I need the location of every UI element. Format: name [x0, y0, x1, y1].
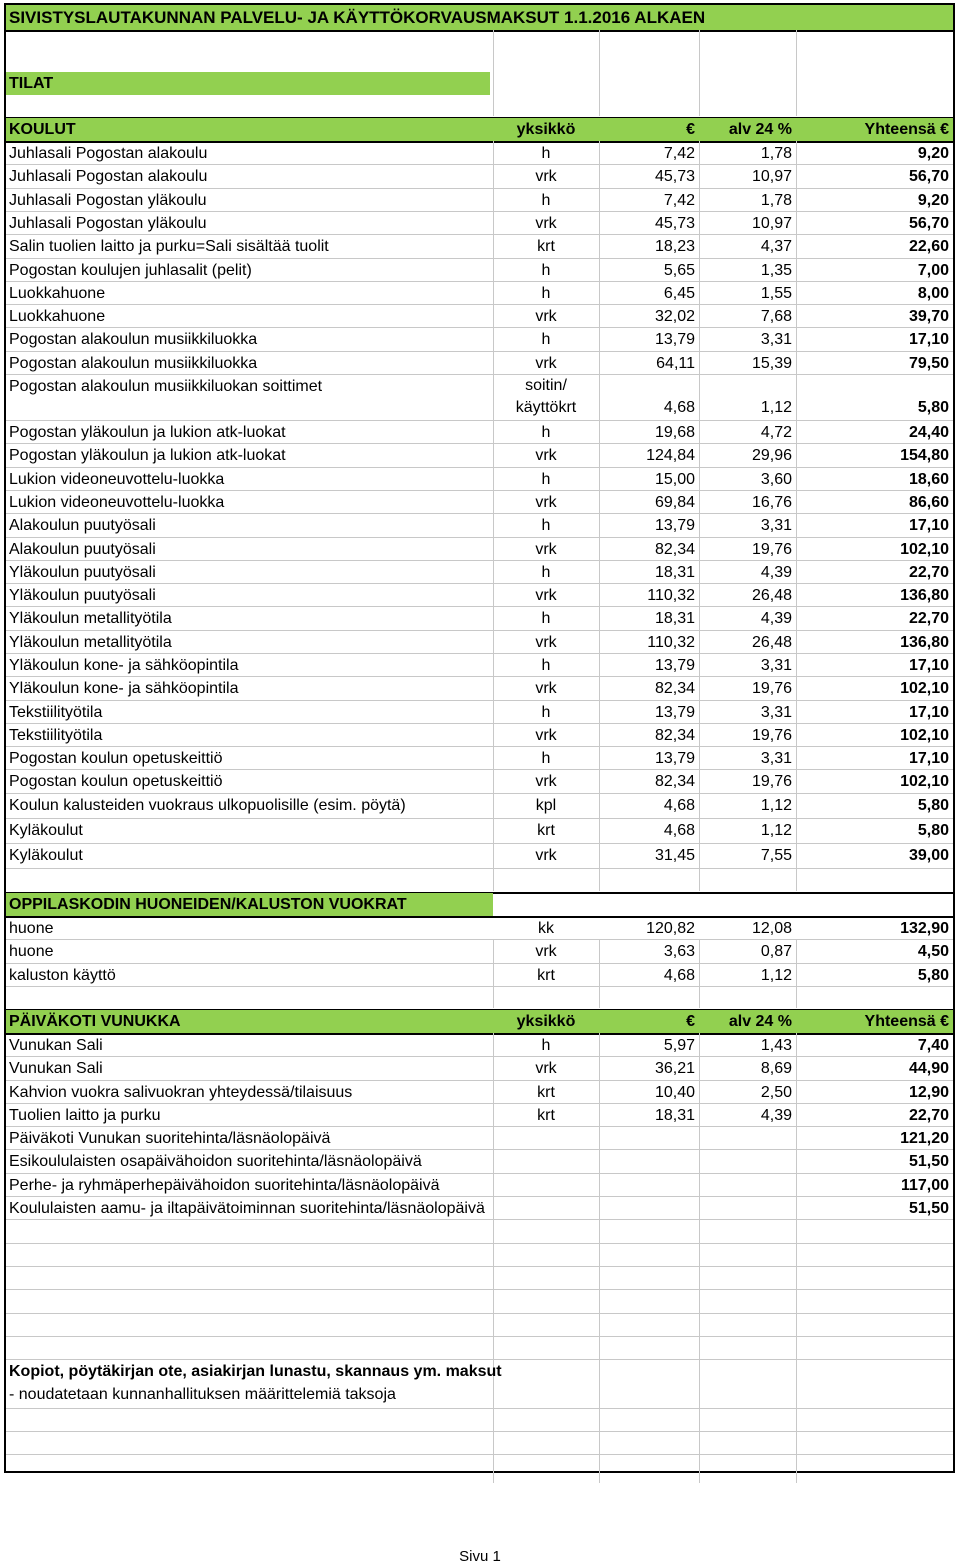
row-total: 56,70 [908, 214, 949, 232]
row-unit: vrk [535, 773, 557, 790]
row-label: Koululaisten aamu- ja iltapäivätoiminnan suoritehinta/läsnäolopäivä [9, 1200, 485, 1217]
row-alv: 1,12 [760, 822, 792, 839]
row-unit: vrk [535, 943, 557, 961]
row-total: 17,10 [908, 704, 949, 721]
row-alv: 3,31 [760, 750, 792, 767]
paivakoti-row [6, 1127, 953, 1150]
row-unit: vrk [535, 541, 557, 558]
row-unit: vrk [535, 727, 557, 744]
row-total: 22,70 [908, 1107, 949, 1124]
row-label: Yläkoulun kone- ja sähköopintila [9, 657, 239, 674]
row-price: 32,02 [654, 308, 695, 326]
row-alv: 1,12 [760, 966, 792, 984]
row-alv: 3,31 [760, 517, 792, 534]
row-label: Vunukan Sali [9, 1060, 103, 1077]
row-alv: 7,55 [760, 847, 792, 864]
row-unit: h [541, 145, 551, 162]
row-alv: 26,48 [751, 634, 792, 651]
row-label: Pogostan yläkoulun ja lukion atk-luokat [9, 447, 286, 464]
row-alv: 4,39 [760, 610, 792, 627]
row-alv: 1,35 [760, 261, 792, 279]
row-price: 4,68 [663, 399, 695, 416]
row-price: 110,32 [647, 587, 695, 604]
row-total: 5,80 [917, 822, 949, 839]
kopiot-note-text: - noudatetaan kunnanhallituksen määrittelemiä taksoja [9, 1386, 396, 1403]
row-price: 13,79 [654, 331, 695, 349]
row-total: 22,60 [908, 238, 949, 256]
row-price [599, 1150, 699, 1173]
row-alv [699, 1174, 796, 1197]
koulut-row [6, 654, 953, 677]
tilat-label [6, 72, 490, 95]
document-title: SIVISTYSLAUTAKUNNAN PALVELU- JA KÄYTTÖKORVAUSMAKSUT 1.1.2016 ALKAEN [9, 8, 706, 27]
row-total: 9,20 [917, 145, 949, 162]
row-alv: 0,87 [760, 943, 792, 961]
kopiot-note [6, 1383, 953, 1406]
row-unit: vrk [535, 847, 557, 864]
row-price: 6,45 [663, 284, 695, 302]
row-price: 15,00 [654, 471, 695, 488]
row-total: Yhteensä € [864, 1013, 949, 1030]
row-label: Pogostan alakoulun musiikkiluokka [9, 331, 258, 349]
row-total: 102,10 [900, 773, 949, 790]
row-alv: 3,31 [760, 331, 792, 349]
row-total: 132,90 [900, 920, 949, 937]
column-gridline [699, 30, 700, 116]
row-unit: h [541, 191, 551, 209]
unit-line: soitin/ [525, 377, 567, 394]
row-unit: vrk [535, 494, 557, 511]
oppilaskoti-header-text: OPPILASKODIN HUONEIDEN/KALUSTON VUOKRAT [9, 896, 407, 913]
row-alv: 4,39 [760, 1107, 792, 1124]
row-unit: vrk [535, 587, 557, 604]
paivakoti-row [6, 1104, 953, 1127]
row-price: 5,97 [663, 1037, 695, 1054]
paivakoti-row [6, 1150, 953, 1173]
koulut-row [6, 165, 953, 188]
row-total: 22,70 [908, 564, 949, 581]
row-unit: h [541, 284, 551, 302]
row-total: 86,60 [908, 494, 949, 511]
koulut-row [6, 259, 953, 282]
row-label: Luokkahuone [9, 284, 106, 302]
row-total: 79,50 [908, 354, 949, 372]
kopiot-title [6, 1360, 953, 1383]
row-price: 82,34 [654, 773, 695, 790]
row-alv: 4,39 [760, 564, 792, 581]
koulut-row [6, 584, 953, 607]
row-gridline [6, 1313, 953, 1314]
row-total: 5,80 [917, 966, 949, 984]
row-label: Vunukan Sali [9, 1037, 103, 1054]
row-label: Tuolien laitto ja purku [9, 1107, 161, 1124]
row-unit: h [541, 261, 551, 279]
koulut-header [6, 118, 953, 141]
row-price: 10,40 [654, 1084, 695, 1101]
row-unit [493, 375, 599, 419]
column-gridline [493, 30, 494, 116]
row-total: 102,10 [900, 680, 949, 697]
row-label: Pogostan koulun opetuskeittiö [9, 773, 223, 790]
koulut-row [6, 701, 953, 724]
row-price: 45,73 [654, 214, 695, 232]
row-alv: 19,76 [751, 773, 792, 790]
row-unit: h [541, 517, 551, 534]
row-label: Juhlasali Pogostan alakoulu [9, 168, 208, 186]
row-total: 102,10 [900, 541, 949, 558]
koulut-row [6, 189, 953, 212]
row-unit: yksikkö [516, 1013, 576, 1030]
kopiot-title-text: Kopiot, pöytäkirjan ote, asiakirjan lunastu, skannaus ym. maksut [9, 1363, 502, 1380]
row-price: 69,84 [654, 494, 695, 511]
oppilaskoti-row [6, 917, 953, 940]
row-price: 13,79 [654, 517, 695, 534]
row-label: Yläkoulun kone- ja sähköopintila [9, 680, 239, 697]
row-total: 22,70 [908, 610, 949, 627]
koulut-row [6, 724, 953, 747]
row-alv: alv 24 % [728, 121, 792, 138]
koulut-row [6, 491, 953, 514]
row-unit: h [541, 657, 551, 674]
row-price: 124,84 [646, 447, 695, 464]
row-price: 3,63 [663, 943, 695, 961]
row-alv: 19,76 [751, 541, 792, 558]
row-unit: vrk [535, 447, 557, 464]
row-price: 82,34 [654, 727, 695, 744]
row-unit: krt [537, 238, 555, 256]
row-label: Lukion videoneuvottelu-luokka [9, 494, 225, 511]
row-total: 12,90 [908, 1084, 949, 1101]
row-total: 5,80 [917, 399, 949, 416]
row-total: 51,50 [908, 1200, 949, 1217]
row-label: Luokkahuone [9, 308, 106, 326]
row-price [599, 1197, 699, 1220]
row-total: 5,80 [917, 797, 949, 814]
row-label: Pogostan koulun opetuskeittiö [9, 750, 223, 767]
koulut-row [6, 677, 953, 700]
row-total: 44,90 [908, 1060, 949, 1077]
row-alv: 10,97 [751, 168, 792, 186]
row-price: 7,42 [663, 191, 695, 209]
koulut-row [6, 444, 953, 467]
row-price: 110,32 [647, 634, 695, 651]
row-gridline [6, 1266, 953, 1267]
row-price: 18,31 [654, 1107, 695, 1124]
koulut-row [6, 819, 953, 844]
row-price: 18,31 [654, 564, 695, 581]
paivakoti-row [6, 1081, 953, 1104]
row-price: 45,73 [654, 168, 695, 186]
row-label: Tekstiilityötila [9, 727, 103, 744]
row-label: Tekstiilityötila [9, 704, 103, 721]
row-label: Juhlasali Pogostan yläkoulu [9, 191, 207, 209]
oppilaskoti-row [6, 940, 953, 963]
row-unit: vrk [535, 168, 557, 186]
row-unit: h [541, 750, 551, 767]
row-gridline [6, 1336, 953, 1337]
row-alv: 3,31 [760, 704, 792, 721]
row-alv: 8,69 [760, 1060, 792, 1077]
row-alv [699, 1197, 796, 1220]
row-price: 82,34 [654, 680, 695, 697]
row-total: 39,70 [908, 308, 949, 326]
koulut-row [6, 844, 953, 869]
row-alv: 4,37 [760, 238, 792, 256]
koulut-row [6, 212, 953, 235]
tilat-label-text: TILAT [9, 75, 54, 92]
row-total: 121,20 [900, 1130, 949, 1147]
row-alv: 12,08 [751, 920, 792, 937]
row-total: 117,00 [900, 1177, 949, 1194]
row-price: 13,79 [654, 750, 695, 767]
koulut-row [6, 421, 953, 444]
page-footer: Sivu 1 [459, 1548, 501, 1565]
row-total: 136,80 [900, 634, 949, 651]
row-alv: 15,39 [751, 354, 792, 372]
koulut-row [6, 631, 953, 654]
row-price: € [686, 121, 695, 138]
row-unit: kk [538, 920, 554, 937]
row-alv: 7,68 [760, 308, 792, 326]
row-unit [493, 1197, 599, 1220]
row-total: 102,10 [900, 727, 949, 744]
row-gridline [6, 1454, 953, 1455]
row-price [599, 1127, 699, 1150]
row-label: Perhe- ja ryhmäperhepäivähoidon suoritehinta/läsnäolopäivä [9, 1177, 440, 1194]
row-alv: 1,12 [760, 399, 792, 416]
row-unit: h [541, 1037, 551, 1054]
row-label: KOULUT [9, 121, 76, 138]
row-alv: 26,48 [751, 587, 792, 604]
row-label: Pogostan yläkoulun ja lukion atk-luokat [9, 424, 286, 441]
row-total: 4,50 [917, 943, 949, 961]
oppilaskoti-header [6, 893, 493, 916]
row-total: 39,00 [908, 847, 949, 864]
row-unit: yksikkö [516, 121, 576, 138]
koulut-row [6, 468, 953, 491]
row-alv: 1,78 [760, 191, 792, 209]
price-sheet [4, 3, 955, 1473]
row-total: 136,80 [900, 587, 949, 604]
row-price: 64,11 [656, 354, 695, 372]
row-label: Koulun kalusteiden vuokraus ulkopuolisille (esim. pöytä) [9, 797, 406, 814]
koulut-row [6, 142, 953, 165]
koulut-row [6, 235, 953, 258]
row-total: 17,10 [908, 331, 949, 349]
row-alv: 3,60 [760, 471, 792, 488]
row-gridline [6, 1289, 953, 1290]
koulut-row [6, 770, 953, 793]
koulut-row [6, 538, 953, 561]
row-price: 4,68 [663, 822, 695, 839]
row-unit: krt [537, 1084, 555, 1101]
row-alv: 2,50 [760, 1084, 792, 1101]
row-alv [699, 1150, 796, 1173]
row-price: 13,79 [654, 657, 695, 674]
row-label: Juhlasali Pogostan yläkoulu [9, 214, 207, 232]
row-unit: krt [537, 966, 555, 984]
row-label: Yläkoulun puutyösali [9, 587, 156, 604]
row-alv: 1,12 [760, 797, 792, 814]
row-total: 17,10 [908, 657, 949, 674]
koulut-row [6, 747, 953, 770]
row-label: PÄIVÄKOTI VUNUKKA [9, 1013, 181, 1030]
row-price: 4,68 [663, 966, 695, 984]
row-unit: h [541, 704, 551, 721]
row-price: 19,68 [654, 424, 695, 441]
row-unit [493, 1127, 599, 1150]
row-label: Pogostan koulujen juhlasalit (pelit) [9, 261, 252, 279]
row-alv: 1,78 [760, 145, 792, 162]
column-gridline [796, 30, 797, 116]
row-label: Yläkoulun puutyösali [9, 564, 156, 581]
row-alv [699, 1127, 796, 1150]
row-label: Kyläkoulut [9, 847, 83, 864]
row-price [599, 1174, 699, 1197]
row-unit: h [541, 610, 551, 627]
row-label: huone [9, 943, 54, 961]
row-unit: krt [537, 1107, 555, 1124]
row-alv: 1,43 [760, 1037, 792, 1054]
row-total: 56,70 [908, 168, 949, 186]
row-price: 18,31 [654, 610, 695, 627]
row-total: 18,60 [908, 471, 949, 488]
row-label: Päiväkoti Vunukan suoritehinta/läsnäolopäivä [9, 1130, 331, 1147]
koulut-row [6, 305, 953, 328]
paivakoti-row [6, 1174, 953, 1197]
row-gridline [6, 1431, 953, 1432]
koulut-row [6, 282, 953, 305]
row-gridline [6, 1408, 953, 1409]
koulut-row [6, 607, 953, 630]
row-label: Yläkoulun metallityötila [9, 610, 172, 627]
row-total: 7,40 [917, 1037, 949, 1054]
section-border [6, 30, 953, 32]
row-alv: 1,55 [760, 284, 792, 302]
koulut-row [6, 514, 953, 537]
row-unit: h [541, 331, 551, 349]
row-price: 18,23 [654, 238, 695, 256]
row-alv: 3,31 [760, 657, 792, 674]
row-total: 7,00 [917, 261, 949, 279]
row-price: 120,82 [646, 920, 695, 937]
unit-line: käyttökrt [515, 399, 577, 416]
row-total: 51,50 [908, 1153, 949, 1170]
row-label: Pogostan alakoulun musiikkiluokka [9, 354, 258, 372]
row-alv: 19,76 [751, 727, 792, 744]
row-unit: vrk [535, 634, 557, 651]
row-unit: h [541, 471, 551, 488]
paivakoti-row [6, 1197, 953, 1220]
row-label: Salin tuolien laitto ja purku=Sali sisältää tuolit [9, 238, 329, 256]
row-alv: 19,76 [751, 680, 792, 697]
row-price: 13,79 [654, 704, 695, 721]
row-price: 5,65 [663, 261, 695, 279]
row-price: 4,68 [663, 797, 695, 814]
paivakoti-row [6, 1057, 953, 1080]
row-total: 17,10 [908, 750, 949, 767]
column-gridline [599, 30, 600, 116]
koulut-row [6, 352, 953, 375]
row-alv: 10,97 [751, 214, 792, 232]
row-total: 24,40 [908, 424, 949, 441]
row-unit: vrk [535, 1060, 557, 1077]
row-gridline [6, 1243, 953, 1244]
row-unit: krt [537, 822, 555, 839]
row-unit [493, 1174, 599, 1197]
row-label: Alakoulun puutyösali [9, 541, 156, 558]
row-price: 7,42 [663, 145, 695, 162]
row-unit [493, 1150, 599, 1173]
row-alv: 29,96 [751, 447, 792, 464]
row-unit: vrk [535, 214, 557, 232]
soittimet-row [6, 375, 953, 419]
row-alv: 4,72 [760, 424, 792, 441]
oppilaskoti-row [6, 964, 953, 987]
row-label: Yläkoulun metallityötila [9, 634, 172, 651]
row-unit: h [541, 424, 551, 441]
row-price: 31,45 [654, 847, 695, 864]
row-alv: 16,76 [751, 494, 792, 511]
row-price: € [686, 1013, 695, 1030]
koulut-row [6, 794, 953, 817]
row-price: 82,34 [654, 541, 695, 558]
row-unit: vrk [535, 308, 557, 326]
row-label: Kahvion vuokra salivuokran yhteydessä/tilaisuus [9, 1084, 353, 1101]
row-label: Juhlasali Pogostan alakoulu [9, 145, 208, 162]
row-label: huone [9, 920, 54, 937]
row-alv: alv 24 % [728, 1013, 792, 1030]
row-unit: vrk [535, 680, 557, 697]
row-unit: vrk [535, 354, 557, 372]
row-label: kaluston käyttö [9, 966, 116, 984]
koulut-row [6, 561, 953, 584]
row-label: Lukion videoneuvottelu-luokka [9, 471, 225, 488]
row-total: 9,20 [917, 191, 949, 209]
row-label: Esikoululaisten osapäivähoidon suoritehinta/läsnäolopäivä [9, 1153, 422, 1170]
row-total: 17,10 [908, 517, 949, 534]
row-label: Alakoulun puutyösali [9, 517, 156, 534]
row-unit: kpl [535, 797, 557, 814]
paivakoti-header [6, 1010, 953, 1033]
koulut-row [6, 328, 953, 351]
paivakoti-row [6, 1034, 953, 1057]
row-total: Yhteensä € [864, 121, 949, 138]
row-label: Kyläkoulut [9, 822, 83, 839]
row-price: 36,21 [654, 1060, 695, 1077]
row-unit: h [541, 564, 551, 581]
row-total: 8,00 [917, 284, 949, 302]
row-label: Pogostan alakoulun musiikkiluokan soittimet [9, 378, 323, 395]
row-total: 154,80 [900, 447, 949, 464]
